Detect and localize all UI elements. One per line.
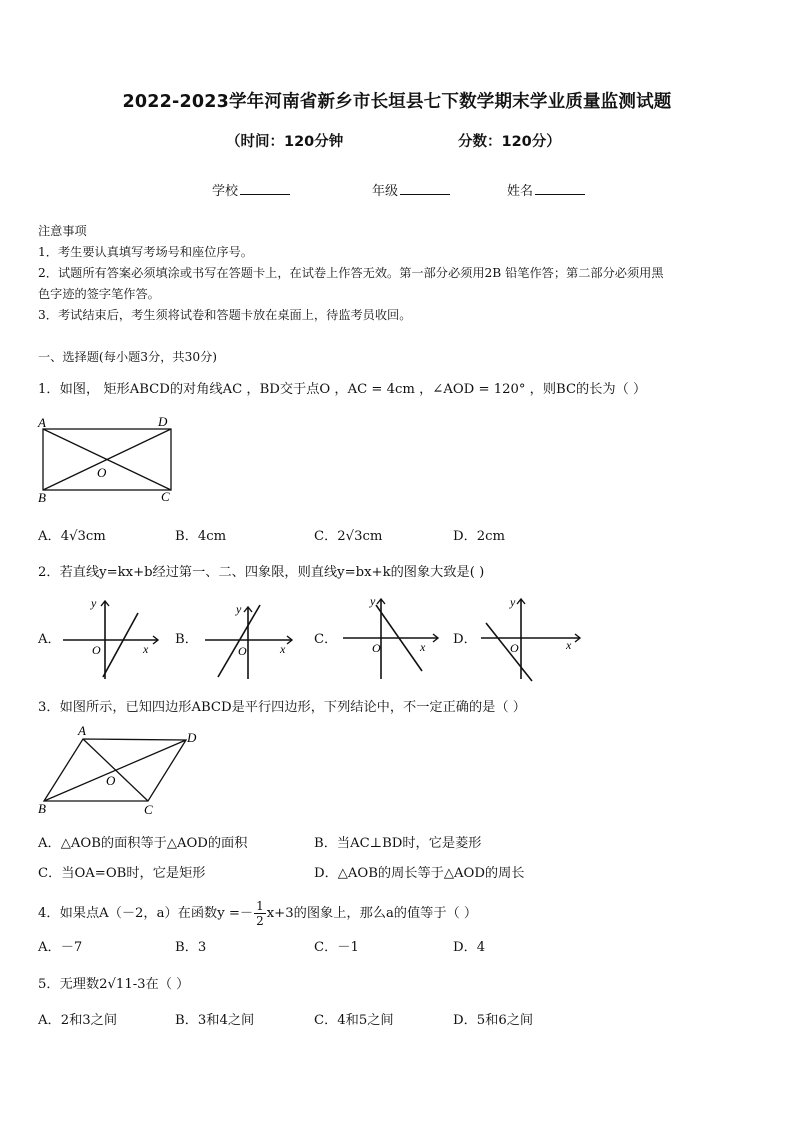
label-o: O [97,465,107,480]
label-b: B [38,490,46,505]
label-o: O [106,773,116,788]
o-label: O [372,641,381,655]
label-d: D [158,414,168,429]
q5-option-d: D．5和6之间 [453,1013,534,1028]
note-item: 色字迹的签字笔作答。 [38,287,160,301]
y-label: y [510,595,516,609]
graph-c [338,593,448,685]
graph-a [58,595,168,685]
graph-b [200,595,300,685]
q4-option-a: A．－7 [38,940,83,955]
label-c: C [161,489,170,504]
y-label: y [91,596,97,610]
note-item: 1．考生要认真填写考场号和座位序号。 [38,245,253,259]
label-b: B [38,801,46,816]
q1-option-a: A．4√3cm [38,529,106,544]
y-label: y [370,594,376,608]
q5-option-c: C．4和5之间 [314,1013,394,1028]
q5-option-a: A．2和3之间 [38,1013,118,1028]
x-label: x [420,640,426,654]
page-title: 2022-2023学年河南省新乡市长垣县七下数学期末学业质量监测试题 [122,92,672,112]
school-field [212,180,290,199]
question-5: 5．无理数2√11-3在（ ） [38,977,190,992]
exam-score: 分数：120分） [458,134,561,150]
q5-option-b: B．3和4之间 [175,1013,255,1028]
q3-option-b: B．当AC⊥BD时，它是菱形 [314,836,482,851]
q3-option-a: A．△AOB的面积等于△AOD的面积 [38,836,248,851]
q4-option-c: C．－1 [314,940,359,955]
note-item: 3．考试结束后，考生须将试卷和答题卡放在桌面上，待监考员收回。 [38,308,412,322]
section-heading: 一、选择题(每小题3分，共30分) [38,350,218,364]
x-label: x [280,642,286,656]
q4-frac-num: 1 [256,899,264,913]
q4-text-post: x+3的图象上，那么a的值等于（ ） [266,906,478,921]
q4-frac-sign: － [239,906,254,921]
q1-option-b: B．4cm [175,529,227,544]
q3-option-d: D．△AOB的周长等于△AOD的周长 [314,866,525,881]
q2-option-b: B． [175,632,198,647]
label-c: C [144,802,153,817]
label-a: A [38,415,46,430]
rectangle-figure [34,414,184,506]
x-label: x [143,642,149,656]
q3-option-c: C．当OA=OB时，它是矩形 [38,866,206,881]
school-label: 学校 [212,184,239,199]
q1-option-d: D．2cm [453,529,506,544]
label-d: D [187,730,197,745]
label-a: A [78,725,86,738]
name-label: 姓名 [507,184,534,199]
graph-d [476,593,586,685]
question-4 [38,899,477,928]
parallelogram-figure [34,725,214,817]
note-item: 2．试题所有答案必须填涂或书写在答题卡上，在试卷上作答无效。第一部分必须用2B 铅笔作答；第二部分必须用黑 [38,266,664,280]
q2-option-d: D． [453,632,477,647]
q4-frac-den: 2 [256,914,264,928]
question-2: 2．若直线y=kx+b经过第一、二、四象限，则直线y=bx+k的图象大致是( ) [38,565,485,580]
q4-option-b: B．3 [175,940,207,955]
o-label: O [510,641,519,655]
q4-option-d: D．4 [453,940,486,955]
q1-option-c: C．2√3cm [314,529,383,544]
grade-field [372,180,450,199]
question-1: 1．如图， 矩形ABCD的对角线AC ，BD交于点O ，AC = 4cm ，∠AOD = 120° ，则BC的长为（ ） [38,382,647,397]
q2-option-c: C． [314,632,338,647]
o-label: O [92,643,101,657]
grade-label: 年级 [372,184,399,199]
q4-fraction [254,899,266,928]
o-label: O [238,644,247,658]
y-label: y [236,602,242,616]
q2-option-a: A． [38,632,61,647]
name-field [507,180,585,199]
x-label: x [566,638,572,652]
notes-heading: 注意事项 [38,224,87,238]
q4-text-pre: 4．如果点A（－2，a）在函数y = [38,906,240,921]
question-3: 3．如图所示，已知四边形ABCD是平行四边形，下列结论中，不一定正确的是（ ） [38,700,526,715]
exam-time: （时间：120分钟 [226,134,344,150]
